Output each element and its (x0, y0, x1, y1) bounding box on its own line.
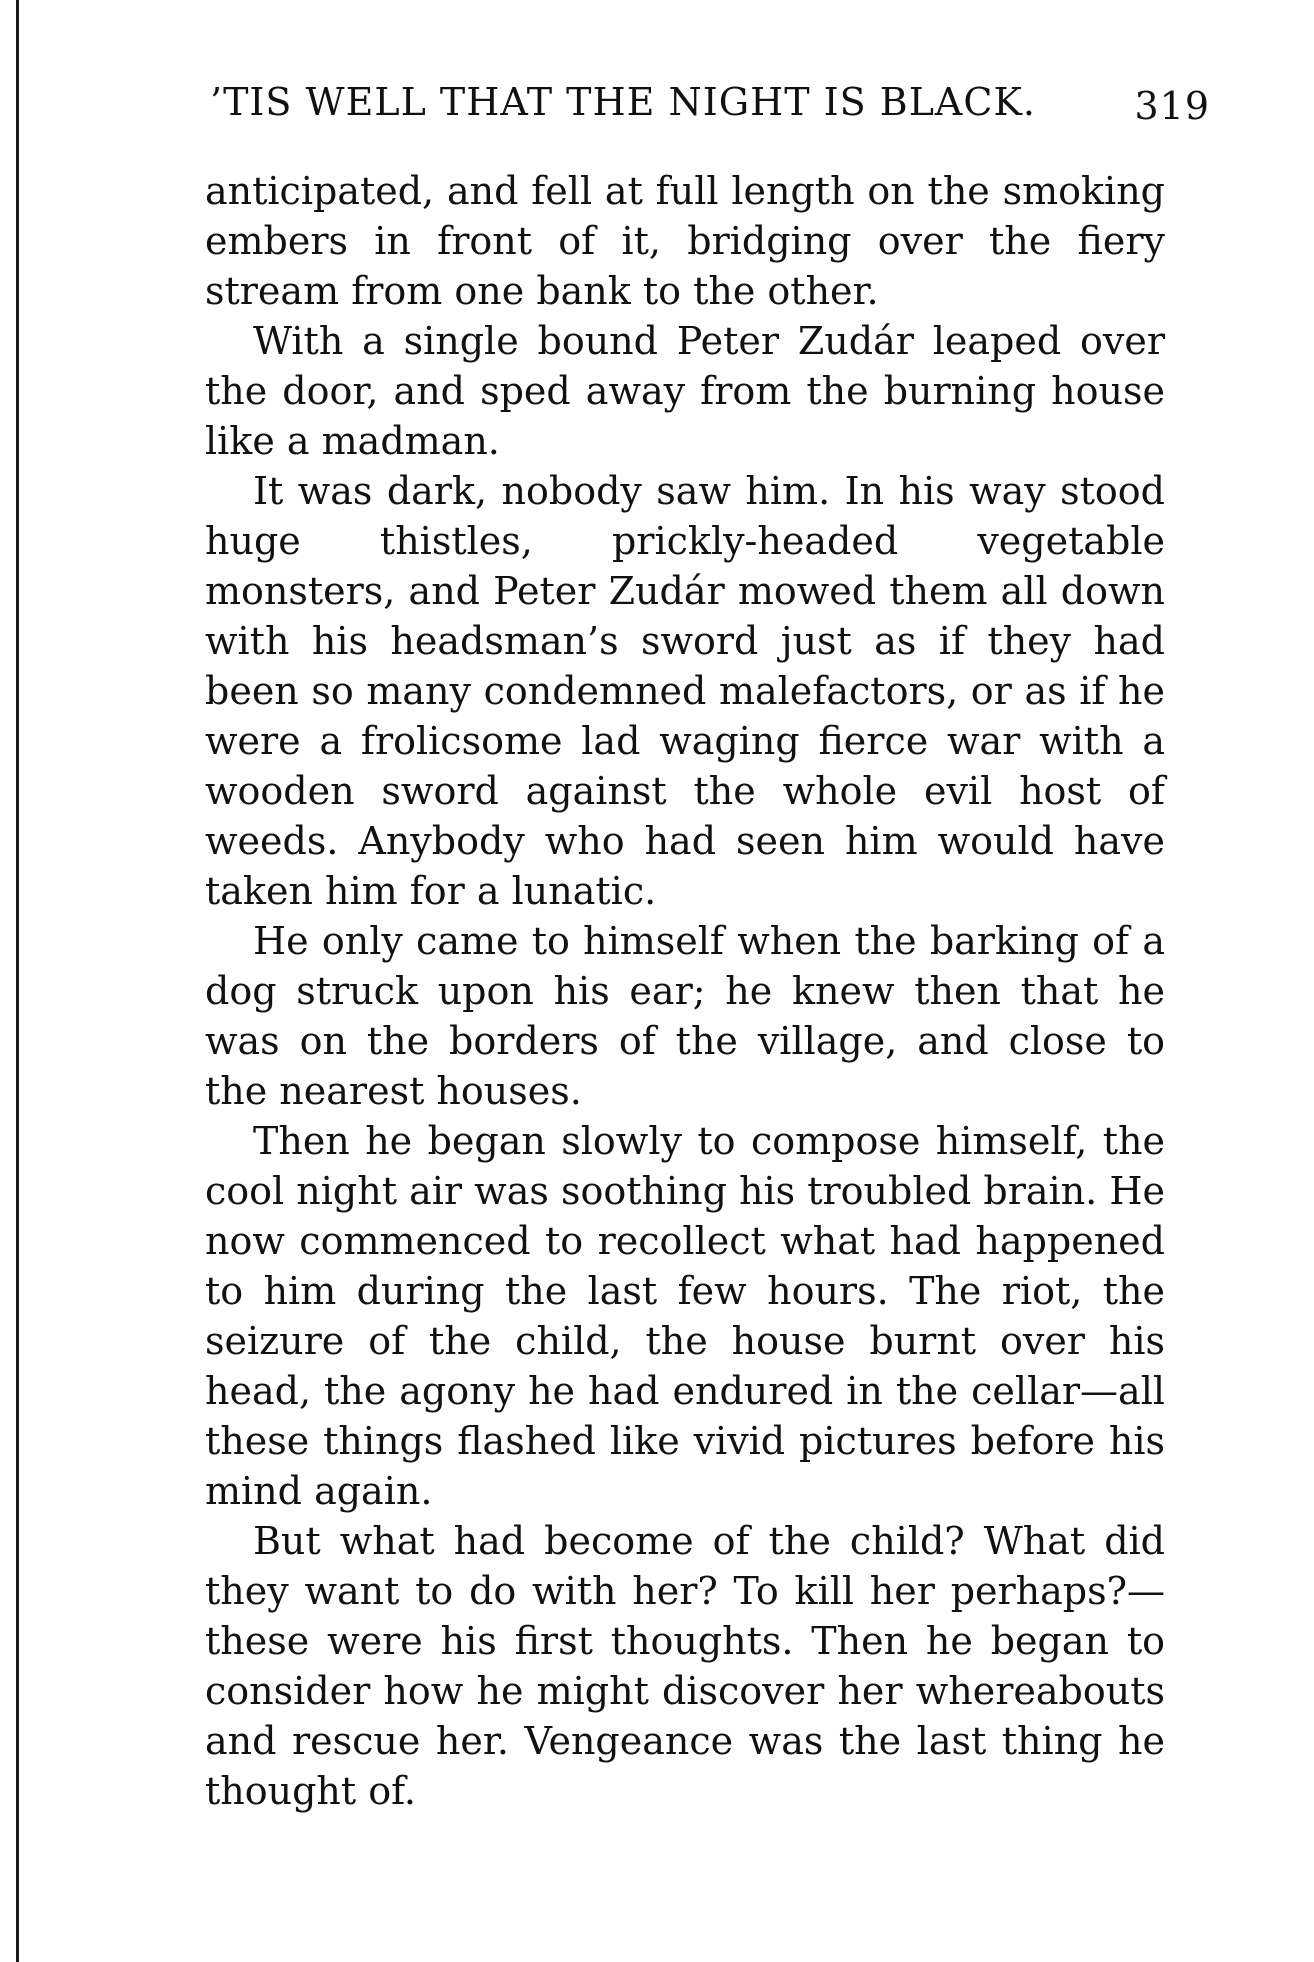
paragraph: It was dark, nobody saw him. In his way stood huge thistles, prickly-headed vegetable monsters, and Peter Zudár mowed them all down with his headsman’s sword just as if they had been so many condemned malefactors, or as if he were a frolicsome lad waging fierce war with a wooden sword against the whole evil host of weeds. Anybody who had seen him would have taken him for a lunatic. (205, 469, 1165, 913)
page-number: 319 (1134, 84, 1210, 128)
paragraph: But what had become of the child? What did they want to do with her? To kill her perhaps?—these were his first thoughts. Then he began to consider how he might discover her whereabouts and rescue her. Vengeance was the last thing he thought of. (205, 1519, 1165, 1813)
body-text (205, 166, 1165, 1816)
page-binding-edge (16, 0, 19, 1962)
running-head (210, 80, 1210, 140)
paragraph: He only came to himself when the barking of a dog struck upon his ear; he knew then that he was on the borders of the village, and close to the nearest houses. (205, 919, 1165, 1113)
paragraph: anticipated, and fell at full length on the smoking embers in front of it, bridging over the fiery stream from one bank to the other. (205, 169, 1165, 313)
running-head-title: ’TIS WELL THAT THE NIGHT IS BLACK. (210, 80, 1036, 124)
paragraph: With a single bound Peter Zudár leaped over the door, and sped away from the burning house like a madman. (205, 319, 1165, 463)
paragraph: Then he began slowly to compose himself, the cool night air was soothing his troubled brain. He now commenced to recollect what had happened to him during the last few hours. The riot, the seizure of the child, the house burnt over his head, the agony he had endured in the cellar—all these things flashed like vivid pictures before his mind again. (205, 1119, 1165, 1513)
